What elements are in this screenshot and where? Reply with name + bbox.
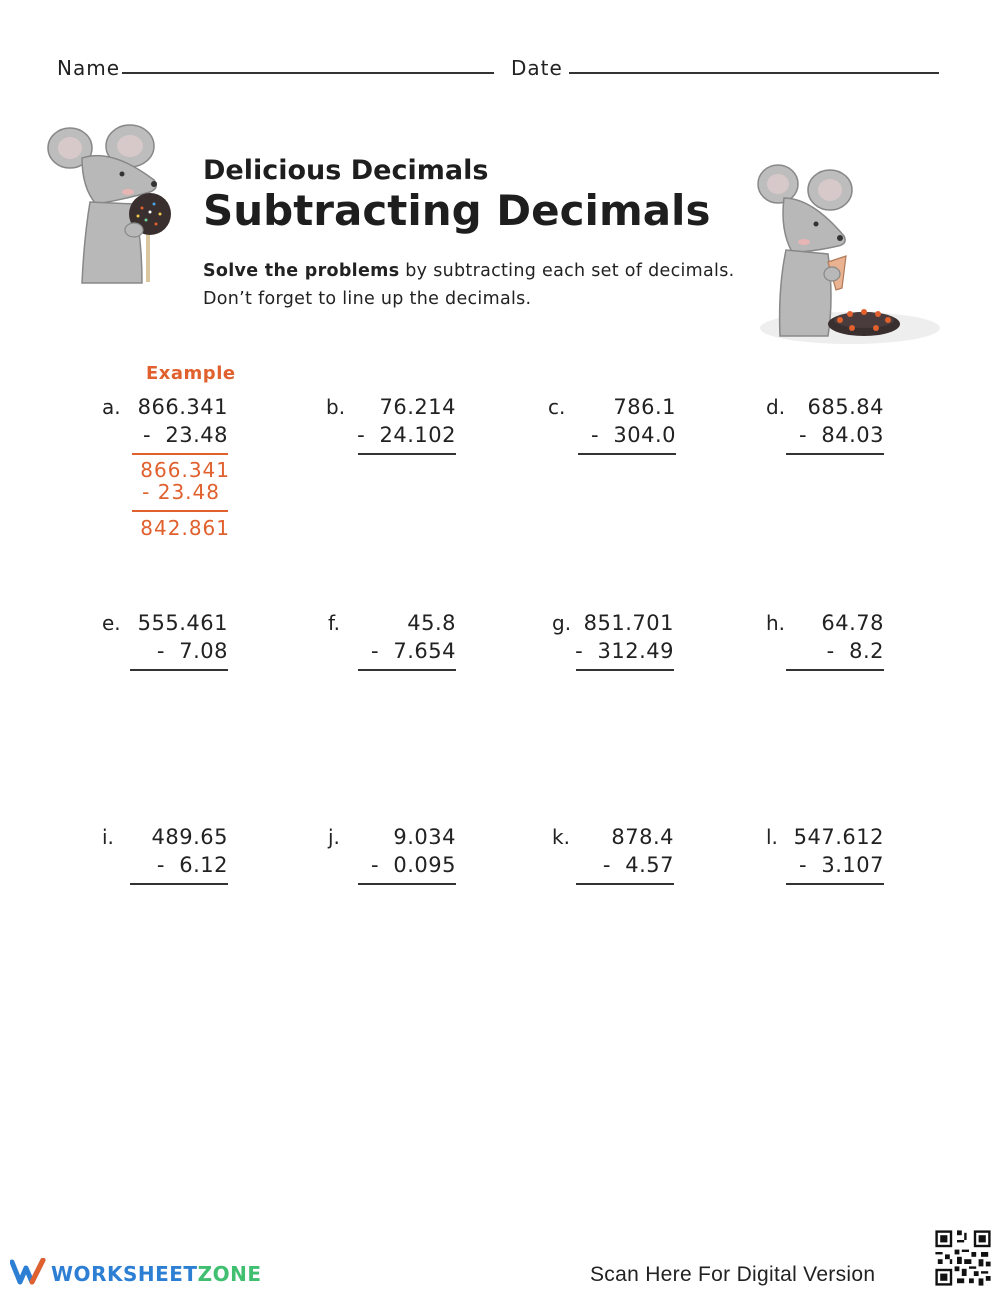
- problem-letter: k.: [552, 825, 570, 849]
- answer-line[interactable]: [130, 669, 228, 671]
- answer-line[interactable]: [786, 883, 884, 885]
- problem-c: [548, 395, 676, 545]
- example-top-line: [132, 453, 228, 455]
- problem-subtrahend: - 304.0: [590, 423, 676, 447]
- mouse-with-cake-pop-illustration: [42, 118, 192, 286]
- problem-minuend: 866.341: [137, 395, 228, 419]
- problem-k: [552, 825, 674, 975]
- brand-main: WORKSHEET: [51, 1262, 198, 1286]
- problem-minuend: 878.4: [611, 825, 674, 849]
- scan-text: Scan Here For Digital Version: [590, 1263, 876, 1286]
- problem-subtrahend: - 8.2: [826, 639, 884, 663]
- problem-subtrahend: - 3.107: [798, 853, 884, 877]
- problem-subtrahend: - 7.08: [156, 639, 228, 663]
- problem-letter: i.: [102, 825, 114, 849]
- problem-e: [102, 611, 228, 761]
- worksheet-title: Subtracting Decimals: [203, 186, 711, 235]
- worksheet-subtitle: Delicious Decimals: [203, 155, 489, 186]
- problem-l: [766, 825, 884, 975]
- problem-b: [326, 395, 456, 545]
- problem-letter: g.: [552, 611, 572, 635]
- problem-subtrahend: - 24.102: [357, 423, 456, 447]
- brand-logo[interactable]: [51, 1262, 261, 1286]
- problem-h: [766, 611, 884, 761]
- problem-i: [102, 825, 228, 975]
- problem-letter: j.: [328, 825, 340, 849]
- problem-letter: h.: [766, 611, 786, 635]
- answer-line[interactable]: [576, 883, 674, 885]
- date-field[interactable]: [569, 72, 939, 74]
- example-work-subtrahend: - 23.48: [142, 480, 220, 504]
- problem-subtrahend: - 7.654: [370, 639, 456, 663]
- example-answer-line: [132, 510, 228, 512]
- problem-letter: l.: [766, 825, 778, 849]
- answer-line[interactable]: [358, 669, 456, 671]
- instructions-line-1: [203, 257, 763, 285]
- problem-subtrahend: - 23.48: [142, 423, 228, 447]
- problem-d: [766, 395, 884, 545]
- problem-letter: b.: [326, 395, 346, 419]
- problem-minuend: 555.461: [137, 611, 228, 635]
- problem-minuend: 851.701: [583, 611, 674, 635]
- answer-line[interactable]: [786, 453, 884, 455]
- problem-letter: d.: [766, 395, 786, 419]
- problem-minuend: 489.65: [151, 825, 228, 849]
- problem-subtrahend: - 0.095: [370, 853, 456, 877]
- answer-line[interactable]: [358, 883, 456, 885]
- problem-f: [328, 611, 456, 761]
- problem-letter: a.: [102, 395, 121, 419]
- problem-subtrahend: - 6.12: [156, 853, 228, 877]
- problem-letter: e.: [102, 611, 121, 635]
- problem-subtrahend: - 84.03: [798, 423, 884, 447]
- problem-minuend: 64.78: [821, 611, 884, 635]
- instructions: [203, 257, 763, 313]
- instructions-rest: by subtracting each set of decimals.: [399, 261, 735, 281]
- problem-letter: f.: [328, 611, 340, 635]
- answer-line[interactable]: [130, 883, 228, 885]
- instructions-line-2: Don’t forget to line up the decimals.: [203, 289, 532, 309]
- answer-line[interactable]: [358, 453, 456, 455]
- answer-line[interactable]: [576, 669, 674, 671]
- qr-code-icon[interactable]: [933, 1228, 993, 1288]
- problem-minuend: 547.612: [793, 825, 884, 849]
- problem-subtrahend: - 4.57: [602, 853, 674, 877]
- example-label: Example: [146, 363, 236, 384]
- problem-letter: c.: [548, 395, 566, 419]
- brand-accent: ZONE: [197, 1262, 262, 1286]
- problem-g: [552, 611, 674, 761]
- answer-line[interactable]: [786, 669, 884, 671]
- problem-minuend: 45.8: [407, 611, 456, 635]
- name-label: Name: [57, 56, 121, 80]
- example-answer: 842.861: [140, 516, 230, 540]
- problem-minuend: 76.214: [379, 395, 456, 419]
- problem-j: [328, 825, 456, 975]
- problem-minuend: 9.034: [393, 825, 456, 849]
- instructions-bold: Solve the problems: [203, 261, 400, 281]
- name-field[interactable]: [122, 72, 494, 74]
- mouse-decorating-cake-illustration: [752, 158, 942, 350]
- example-work-minuend: 866.341: [140, 458, 230, 482]
- problem-minuend: 685.84: [807, 395, 884, 419]
- worksheet-zone-logo-icon: [10, 1258, 46, 1286]
- date-label: Date: [511, 56, 563, 80]
- problem-subtrahend: - 312.49: [575, 639, 674, 663]
- answer-line[interactable]: [578, 453, 676, 455]
- problem-minuend: 786.1: [613, 395, 676, 419]
